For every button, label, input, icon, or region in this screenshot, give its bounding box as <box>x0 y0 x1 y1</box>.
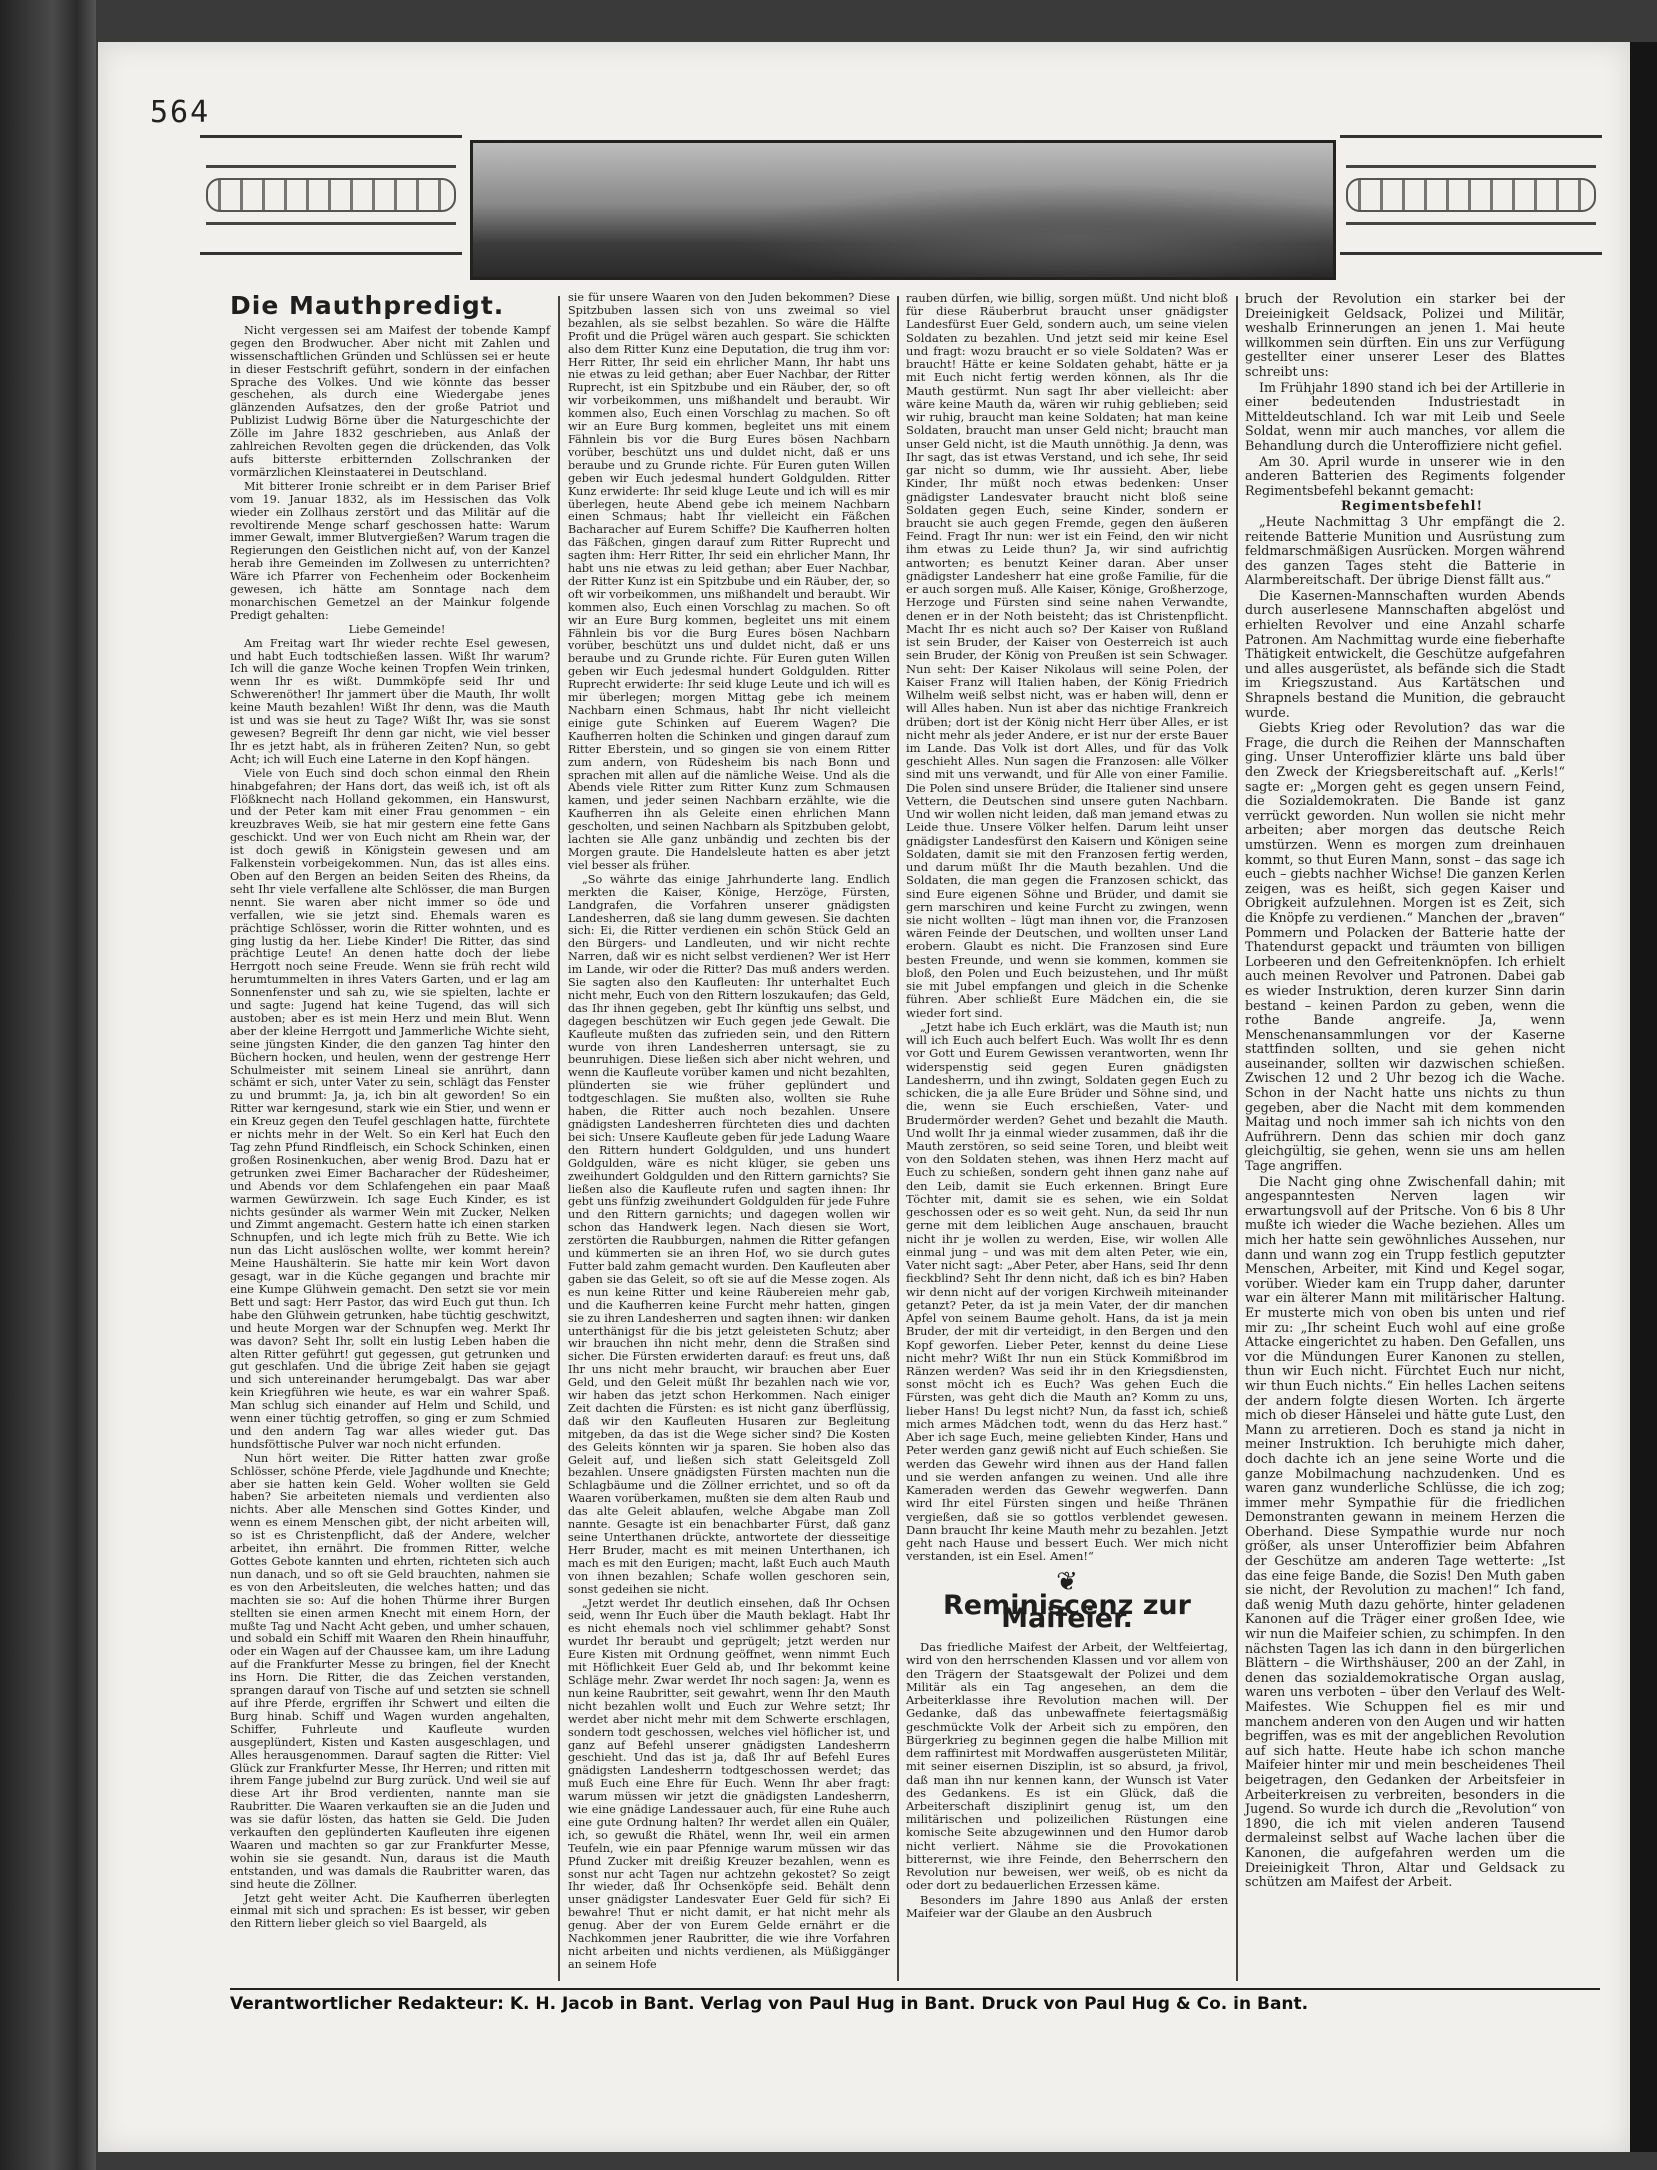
column-3 <box>906 292 1228 1921</box>
paragraph: Am 30. April wurde in unserer wie in den anderen Batterien des Regiments folgender Regimentsbefehl bekannt gemacht: <box>1245 453 1565 498</box>
article-title-reminiscenz: Reminiscenz zur Maifeier. <box>943 1589 1191 1634</box>
column-rule <box>1236 296 1238 1981</box>
landscape-vignette <box>470 140 1336 280</box>
paragraph: „So währte das einige Jahrhunderte lang. Endlich merkten die Kaiser, Könige, Herzöge, Fürsten, Landgrafen, die Vorfahren unserer gnädigsten Landesherren, daß sie lang dumm gewesen. Sie dachten sich: Ei, die Ritter verdienen ein schön Stück Geld an den Bürgers- und Landleuten, und wir nicht rechte Narren, daß wir es nicht selbst verdienen? Wer ist Herr im Lande, wir oder die Ritter? Das muß anders werden. Sie sagten also den Kaufleuten: Ihr unterhaltet Euch nicht mehr, Euch von den Rittern loszukaufen; das Geld, das Ihr ihnen gegeben, gebt Ihr künftig uns selbst, und dagegen beschützen wir Euch gegen jede Gewalt. Die Kaufleute mußten das zufrieden sein, und den Rittern wurde von ihren Landesherren untersagt, sie zu beunruhigen. Diese ließen sich aber nicht wehren, und wenn die Kaufleute vorüber kamen und nicht bezahlten, plünderten sie wie früher geplündert und todtgeschlagen. Sie mußten also, wollten sie Ruhe haben, die Ritter auch noch bezahlen. Unsere gnädigsten Landesherren fürchteten dies und dachten bei sich: Unsere Kaufleute geben für jede Ladung Waare den Rittern hundert Goldgulden, und uns hundert Goldgulden, wäre es nicht klüger, sie geben uns zweihundert Goldgulden und den Rittern garnichts? Sie ließen also die Kaufleute rufen und sagten ihnen: Ihr gebt uns fünfzig zweihundert Goldgulden für jede Fuhre und den Rittern garnichts; und dagegen wollen wir schon das Handwerk legen. Nach diesen sie Wort, zerstörten die Raubburgen, nahmen die Ritter gefangen und kümmerten sie an ihren Hof, wo sie durch gutes Futter bald zahm gemacht wurden. Den Kaufleuten aber gaben sie das Geleit, so oft sie auf die Messe zogen. Als es nun keine Ritter und keine Räubereien mehr gab, und die Kaufherren keine Furcht mehr hatten, gingen sie zu ihren Landesherren und sagten ihnen: wir danken unterthänigst für die bis jetzt geleisteten Schutz; aber wir brauchen ihn nicht mehr, denn die Straßen sind sicher. Die Fürsten erwiderten darauf: es freut uns, daß Ihr uns nicht mehr braucht, wir brauchen aber Euer Geld, und den Geleit müßt Ihr bezahlen nach wie vor, wir haben das jetzt schon Herkommen. Nach einiger Zeit dachten die Fürsten: es ist nicht ganz überflüssig, daß wir den Kaufleuten Husaren zur Begleitung mitgeben, da das ist die Wege sicher sind? Die Kosten des Geleits könnten wir ja sparen. Sie hoben also das Geleit auf, und ließen sich statt Geleitsgeld Zoll bezahlen. Unsere gnädigsten Fürsten machten nun die Schlagbäume und die Zöllner errichtet, und so oft da Waaren vorüberkamen, mußten sie dem alten Raub und das alte Geleit ablaufen, welche Abgabe man Zoll nannte. Gesagte ist ein benachbarter Fürst, daß ganz seine Unterthanen drückte, antwortete der diesseitige Herr Bruder, macht es mit meinen Unterthanen, ich mach es mit den Eurigen; macht, laßt Euch auch Mauth von ihnen bezahlen; Schafe wollen geschoren sein, sonst gedeihen sie nicht. <box>568 872 890 1596</box>
column-1 <box>230 292 550 1932</box>
column-rule <box>558 296 560 1981</box>
paragraph: Die Kasernen-Mannschaften wurden Abends durch auserlesene Mannschaften abgelöst und erhielten Revolver und eine Anzahl scharfe Patronen. Am Nachmittag wurde eine fieberhafte Thätigkeit entwickelt, die Geschütze aufgefahren und alles ausgerüstet, als befände sich die Stadt im Kriegszustand. Aus Kartätschen und Shrapnels bestand die Munition, die gebraucht wurde. <box>1245 587 1565 720</box>
ornament-left <box>200 135 462 255</box>
book-binding <box>0 0 96 2170</box>
paragraph: bruch der Revolution ein starker bei der Dreieinigkeit Geldsack, Polizei und Militär, weshalb Erinnerungen an jenen 1. Mai heute willkommen sein dürften. Ein uns zur Verfügung gestellter einer unserer Leser des Blattes schreibt uns: <box>1245 291 1565 379</box>
paragraph: rauben dürfen, wie billig, sorgen müßt. Und nicht bloß für diese Räuberbrut braucht unser gnädigster Landesfürst Euer Geld, sondern auch, um seine vielen Soldaten zu bezahlen. Und jetzt seid mir keine Esel und fragt: wozu braucht er so viele Soldaten? Was er braucht! Hätte er keine Soldaten gehabt, hätte er ja mit Euch nicht fertig werden können, als Ihr die Mauth gestürmt. Nun sagt Ihr aber vielleicht: aber wäre keine Mauth da, wären wir ruhig geblieben; seid wir ruhig, braucht man keine Soldaten; hat man keine Soldaten, braucht man unser Geld nicht; braucht man unser Geld nicht, ist die Mauth unnöthig. Ja denn, was Ihr sagt, das ist etwas Verstand, und ich sehe, Ihr seid gar nicht so dumm, wie Ihr aussieht. Aber, liebe Kinder, Ihr müßt noch etwas bedenken: Unser gnädigster Landesvater braucht nicht bloß seine Soldaten gegen Euch, seine Kinder, sondern er braucht sie auch gegen Fremde, gegen den äußeren Feind. Fragt Ihr nun: wer ist ein Feind, den wir nicht ihm etwas zu Leide thun? Ja, wir sind aufrichtig antworten; es benutzt Keiner daran. Aber unser gnädigster Landesherr hat eine große Familie, für die er auch sorgen muß. Alle Kaiser, Könige, Großherzoge, Herzoge und Fürsten sind seine nahen Verwandte, denen er in der Noth beisteht; das ist Christenpflicht. Macht Ihr es nicht auch so? Der Kaiser von Rußland ist sein Bruder, der Kaiser von Oesterreich ist auch sein Bruder, der König von Preußen ist sein Schwager. Nun seht: Der Kaiser Nikolaus will seine Polen, der Kaiser Franz will Italien haben, der König Friedrich Wilhelm weiß selbst nicht, was er haben will, denn er will Alles haben. Nun ist aber das nichtige Frankreich drüben; dort ist der König nicht Herr über Alles, er ist nicht mehr als jeder Andere, er ist nur der erste Bauer im Lande. Das Volk ist dort Alles, und für das Volk geschieht Alles. Nun sagen die Franzosen: alle Völker sind mit uns verwandt, und für Alle von einer Familie. Die Polen sind unsere Brüder, die Italiener sind unsere Vettern, die Deutschen sind unsere guten Nachbarn. Und wir wollen nicht leiden, daß man jemand etwas zu Leide thue. Unsere Völker helfen. Darum leiht unser gnädigster Landesfürst den Kaisern und Königen seine Soldaten, damit sie mit den Franzosen fertig werden, und darum müßt Ihr die Mauth bezahlen. Und die Soldaten, die man gegen die Franzosen schickt, das sind Eure eigenen Söhne und Brüder, und damit sie gern marschiren und keine Furcht zu zwingen, wenn sie nicht wollten – lügt man ihnen vor, die Franzosen wären Feinde der Deutschen, und wollten unser Land erobern. Glaubt es nicht. Die Franzosen sind Eure besten Freunde, und wenn sie kommen, kommen sie bloß, den Polen und Euch beizustehen, und Ihr müßt sie mit Jubel empfangen und gleich in die Schenke führen. Aber schließt Eure Mädchen ein, die sie wieder fort sind. <box>906 291 1228 1020</box>
footer-rule <box>230 1988 1600 1990</box>
column-rule <box>897 296 899 1981</box>
paragraph: „Jetzt habe ich Euch erklärt, was die Mauth ist; nun will ich Euch auch belfert Euch. Was wollt Ihr es denn vor Gott und Eurem Gewissen verantworten, wenn Ihr widerspenstig seid gegen Euren gnädigsten Landesherrn, und ihn zwingt, Soldaten gegen Euch zu schicken, die ja alle Eure Brüder und Söhne sind, und die, wenn sie Euch erschießen, Vater- und Brudermörder werden? Gehet und bezahlt die Mauth. Und wollt Ihr ja einmal wieder zusammen, daß ihr die Mauth zerstören, so seid seine Toren, und bleibt weit von den Soldaten stehen, was ihnen Herz macht auf Euch zu schießen, sondern geht ihnen ganz nahe auf den Leib, damit sie Euch erkennen. Bringt Eure Töchter mit, damit sie es sehen, wie ein Soldat geschossen oder es so weit geht. Nun, da seid Ihr nun gerne mit dem leiblichen Auge anschauen, braucht nicht ihr je wollen zu werden, Eise, wir wollen Alle einmal jung – und was mit dem alten Peter, wie ein, Vater nicht sagt: „Aber Peter, aber Hans, seid Ihr denn fieckblind? Seht Ihr denn nicht, daß ich es bin? Haben wir denn nicht auf der vorigen Kirchweih miteinander getanzt? Peter, da ist ja mein Vater, der dir manchen Apfel von seinem Baume geholt. Hans, da ist ja mein Bruder, der mit dir verteidigt, in den Bergen und den Kopf geworfen. Lieber Peter, kennst du deine Liese nicht mehr? Wißt Ihr nun ein Stück Kommißbrod im Ränzen werden? Was seid ihr in den Kriegsdiensten, sonst möcht ich es Euch? Was gehen Euch die Fürsten, was geht dich die Mauth an? Komm zu uns, lieber Hans! Du legst nicht? Nun, da fasst ich, schieß mich armes Mädchen todt, wenn du das Herz hast.“ Aber ich sage Euch, meine geliebten Kinder, Hans und Peter werden ganz gewiß nicht auf Euch schießen. Sie werden das Gewehr wird ihnen aus der Hand fallen und sie werden anfangen zu weinen. Und alle ihre Kameraden werden das Gewehr wegwerfen. Dann wird Ihr eitel Fürsten singen und heiße Thränen vergießen, daß sie so gottlos verblendet gewesen. Dann braucht Ihr keine Mauth mehr zu bezahlen. Jetzt geht nach Hause und bessert Euch. Wer mich nicht verstanden, ist ein Esel. Amen!“ <box>906 1019 1228 1564</box>
paragraph: „Jetzt werdet Ihr deutlich einsehen, daß Ihr Ochsen seid, wenn Ihr Euch über die Mauth beklagt. Habt Ihr es nicht ehemals noch viel schlimmer gehabt? Sonst wurdet Ihr beraubt und geprügelt; jetzt werden nur Eure Kisten mit Ordnung geöffnet, wenn nimmt Euch mit Höflichkeit Euer Geld ab, und Ihr bekommt keine Schläge mehr. Zwar werdet Ihr noch sagen: Ja, wenn es nun keine Raubritter, seit gewahrt, wenn Ihr den Mauth nicht bezahlen wollt und Euch zur Wehre setzt; Ihr werdet aber nicht mehr mit dem Schwerte erschlagen, sondern todt geschossen, welches viel höflicher ist, und ganz auf Befehl unserer gnädigsten Landesherrn geschieht. Und das ist ja, daß Ihr auf Befehl Eures gnädigsten Landesherrn todtgeschossen werdet; das muß Euch eine Ehre für Euch. Wenn Ihr aber fragt: warum müssen wir jetzt die gnädigsten Landesherrn, wie eine gnädige Landessauer auch, für eine Ruhe auch eine gute Ordnung halten? Ihr werdet allen ein Quäler, ich, so gewußt die Rhätel, wenn Ihr, weil ein armen Teufeln, wie ein paar Pfennige warum müssen wir das Pfund Zucker mit dreißig Kreuzer bezahlen, wenn es sonst nur acht Tagen nur achtzehn gekostet? So zeigt Ihr wieder, daß Ihr Ochsenköpfe seid. Behält denn unser gnädigster Landesvater Euer Geld für sich? Ei bewahre! Thut er nicht damit, er hat nicht mehr als genug. Aber der von Eurem Gelde ernährt er die Nachkommen jener Raubritter, die wie ihre Vorfahren nicht arbeiten und nichts verdienen, als Müßiggänger an seinem Hofe <box>568 1596 890 1971</box>
column-2 <box>568 292 890 1973</box>
salutation: Liebe Gemeinde! <box>348 622 446 636</box>
paragraph: Nun hört weiter. Die Ritter hatten zwar große Schlösser, schöne Pferde, viele Jagdhunde und Knechte; aber sie hatten kein Geld. Woher wollten sie Geld haben? Sie arbeiteten niemals und verdienten also nichts. Aber alle Menschen sind Gottes Kinder, und wenn es einem Menschen gibt, der nicht arbeiten will, so ist es Christenpflicht, daß der Andere, welcher arbeitet, ihn ernährt. Die frommen Ritter, welche Gottes Gebote kannten und ehrten, richteten sich auch nun danach, und so oft sie Geld brauchten, nahmen sie es von den Arbeitsleuten, die welches hatten; und das machten sie so: Auf die hohen Thürme ihrer Burgen stellten sie einen armen Knecht mit einem Horn, der mußte Tag und Nacht Acht geben, und umher schauen, und sobald ein Schiff mit Waaren den Rhein hinauffuhr, oder ein Wagen auf der Chaussee kam, um ihre Ladung auf die Frankfurter Messe zu bringen, fiel der Knecht ins Horn. Die Ritter, die das Zeichen verstanden, sprangen darauf von Tische auf und setzten sie schnell auf ihre Pferde, ergriffen ihr Schwert und eilten die Burg hinab. Schiff und Wagen wurden angehalten, Schiffer, Fuhrleute und Kaufleute wurden ausgeplündert, Kisten und Kasten ausgeschlagen, und Alles herausgenommen. Darauf sagten die Ritter: Viel Glück zur Frankfurter Messe, Ihr Herren; und ritten mit ihrem Fange jubelnd zur Burg zurück. Und weil sie auf diese Art ihr Brod verdienten, nannte man sie Raubritter. Die Waaren verkauften sie an die Juden und was sie dafür lösten, das hatten sie Geld. Die Juden verkauften den geplünderten Kaufleuten ihre eigenen Waaren und machten so gar zur Frankfurter Messe, wohin sie sie gesandt. Nun, daraus ist die Mauth entstanden, und was damals die Raubritter waren, das sind heute die Zöllner. <box>230 1451 550 1891</box>
order-heading: Regimentsbefehl! <box>1340 498 1484 514</box>
paragraph: Viele von Euch sind doch schon einmal den Rhein hinabgefahren; der Hans dort, das weiß ich, ist oft als Flößknecht nach Holland gekommen, ein Hanswurst, und der Peter kam mit einer Frau genommen – ein kreuzbraves Weib, sie hat mir gestern eine fette Gans geschickt. Und wer von Euch nicht am Rhein war, der ist doch gewiß in Königstein gewesen und am Falkenstein vorbeigekommen. Nun, das ist alles eins. Oben auf den Bergen an beiden Seiten des Rheins, da seht Ihr viele verfallene alte Schlösser, die man Burgen nennt. Sie waren aber nicht immer so öde und verfallen, wie sie jetzt sind. Ehemals waren es prächtige Schlösser, worin die Ritter wohnten, und es ging lustig da her. Liebe Kinder! Die Ritter, das sind prächtige Leute! An denen hatte doch der liebe Herrgott noch seine Freude. Wenn sie früh recht wild herumtummelten in ihres Vaters Garten, und er lag am Sonnenfenster und sah zu, wie sie spielten, lachte er und sagte: Jugend hat keine Tugend, das will sich austoben; aber es ist mein Herz und mein Blut. Wenn aber der kleine Herrgott und Jammerliche Wichte sieht, seine jüngsten Kinder, die den ganzen Tag hinter den Büchern hocken, und heulen, wenn der gestrenge Herr Schulmeister mit seinem Lineal sie anrührt, dann schämt er sich, unter Vater zu sein, schlägt das Fenster zu und brummt: Ja, ja, ich bin alt geworden! So ein Ritter war kerngesund, stark wie ein Stier, und wenn er ein Kreuz gegen den Teufel geschlagen hatte, fürchtete er nichts mehr in der Welt. So ein Kerl hat Euch den Tag zehn Pfund Rindfleisch, ein Schock Schinken, einen großen Rosinenkuchen, aber wenig Brod. Dazu hat er getrunken zwei Eimer Bacharacher der Rüdesheimer, und Abends vor dem Schlafengehen ein paar Maaß warmen Gewürzwein. Ich sage Euch Kinder, es ist nichts gesünder als warmer Wein mit Zucker, Nelken und Zimmt angemacht. Gestern hatte ich einen starken Schnupfen, und ich legte mich früh zu Bette. Wie ich nun das Licht auslöschen wollte, wer kommt herein? Meine Haushälterin. Sie hatte mir kein Wort davon gesagt, war in die Küche gegangen und brachte mir eine Kumpe Glühwein gemacht. Den setzt sie vor mein Bett und sagt: Herr Pastor, das wird Euch gut thun. Ich habe den Glühwein getrunken, habe tüchtig geschwitzt, und heute Morgen war der Schnupfen weg. Merkt Ihr was davon? Seht Ihr, sollt ein lustig Leben haben die alten Ritter geführt! gut gegessen, gut getrunken und gut geschlafen. Und die übrige Zeit haben sie gejagt und sich untereinander herumgebalgt. Das war aber kein Kriegführen wie heute, es war ein wahrer Spaß. Man schlug sich einander auf Helm und Schild, und wenn einer tüchtig getroffen, so ging er zum Schmied und den andern Tag war alles wieder gut. Das hundsföttische Pulver war noch nicht erfunden. <box>230 766 550 1451</box>
paragraph: Das friedliche Maifest der Arbeit, der Weltfeiertag, wird von den herrschenden Klassen und vor allem von den Trägern der Staatsgewalt der Polizei und dem Militär als ein Tag angesehen, an dem die Arbeiterklasse ihre Revolution machen will. Der Gedanke, daß das unbewaffnete feiertagsmäßig geschmückte Volk der Arbeit sich zu empören, den Bürgerkrieg zu beginnen gegen die halbe Million mit dem raffinirtest mit Mordwaffen ausgerüsteten Militär, mit seiner eisernen Disziplin, ist so absurd, ja frivol, daß man ihn nur kennen kann, der Wunsch ist Vater des Gedankens. Es ist ein Glück, daß die Arbeiterschaft disziplinirt genug ist, um den militärischen und polizeilichen Rüstungen eine komische Seite abzugewinnen und den Humor darob nicht verliert. Nähme sie die Provokationen bitterernst, wie ihre Feinde, den Beherrschern den Revolution nur beweisen, wer weiß, ob es nicht da oder dort zu bedauerlichen Erzessen käme. <box>906 1640 1228 1893</box>
paragraph: Am Freitag wart Ihr wieder rechte Esel gewesen, und habt Euch todtschießen lassen. Wißt Ihr warum? Ich will die ganze Woche keinen Tropfen Wein trinken, wenn Ihr es wißt. Dummköpfe seid Ihr und Schwerenöther! Ihr jammert über die Mauth, Ihr wollt keine Mauth bezahlen! Wißt Ihr denn, was die Mauth ist und was sie heut zu Tage? Wißt Ihr, was sie sonst gewesen? Begreift Ihr denn gar nicht, wie viel besser Ihr es jetzt habt, als in früheren Zeiten? Nun, so gebt Acht; ich will Euch eine Laterne in den Kopf hängen. <box>230 636 550 766</box>
paragraph: Im Frühjahr 1890 stand ich bei der Artillerie in einer bedeutenden Industriestadt in Mitteldeutschland. Ich war mit Leib und Seele Soldat, wenn mir auch manches, vor allem die Behandlung durch die Unteroffiziere nicht gefiel. <box>1245 379 1565 453</box>
page-edge-shadow <box>1630 42 1657 2152</box>
paragraph: sie für unsere Waaren von den Juden bekommen? Diese Spitzbuben lassen sich von uns zweimal so viel bezahlen, als sie selbst bezahlen. So wäre die Hälfte Profit und die Prügel wären auch gespart. Sie schickten also dem Ritter Kunz eine Deputation, die trug ihm vor: Herr Ritter, Ihr seid ein ehrlicher Mann, Ihr habt uns nie etwas zu leid gethan; aber Euer Nachbar, der Ritter Ruprecht, ist ein Spitzbube und ein Räuber, der, so oft wir vorbeikommen, uns mißhandelt und beraubt. Wir kommen also, Euch einen Vorschlag zu machen. So oft wir an Eure Burg kommen, begleitet uns mit einem Fähnlein bis vor die Burg Eures bösen Nachbarn vorüber, beschützt uns und duldet nicht, daß er uns beraube und zu Grunde richte. Für Euren guten Willen geben wir Euch jedesmal hundert Goldgulden. Ritter Kunz erwiderte: Ihr seid kluge Leute und ich will es mir überlegen, heute Abend gebe ich meinem Nachbarn einen Schmaus; habt Ihr vielleicht ein Fäßchen Bacharacher auf Eurem Schiffe? Die Kaufherren holten das Fäßchen, gingen darauf zum Ritter Ruprecht und sagten ihm: Herr Ritter, Ihr seid ein ehrlicher Mann, Ihr habt uns nie etwas zu leid gethan; aber Euer Nachbar, der Ritter Kunz ist ein Spitzbube und ein Räuber, der, so oft wir vorbeikommen, uns mißhandelt und beraubt. Wir kommen also, Euch einen Vorschlag zu machen. So oft wir an Eure Burg kommen, begleitet uns mit einem Fähnlein bis vor die Burg Eures bösen Nachbarn vorüber, beschützt uns und duldet nicht, daß er uns beraube und zu Grunde richte. Für Euren guten Willen geben wir Euch jedesmal hundert Goldgulden. Ritter Ruprecht erwiderte: Ihr seid kluge Leute und ich will es mir überlegen; morgen Mittag gebe ich meinem Nachbarn einen Schmaus, habt Ihr nicht vielleicht einige gute Schinken auf Euerem Wagen? Die Kaufherren holten die Schinken und gingen darauf zum Ritter Eberstein, und so gingen sie von einem Ritter zum andern, von Rüdesheim bis nach Bonn und sprachen mit allen auf die nämliche Weise. Und als die Abends viele Ritter zum Ritter Kunz zum Schmausen kamen, und jeder seinen Nachbarn erzählte, wie die Kaufherren ihn als Geleite einen ehrlichen Mann gescholten, und seinen Nachbarn als Spitzbuben gelobt, lachten sie Alle ganz unbändig und zechten bis der Morgen graute. Die Handelsleute hatten es aber jetzt viel besser als früher. <box>568 291 890 872</box>
page-number: 564 <box>150 95 211 130</box>
paragraph: Giebts Krieg oder Revolution? das war die Frage, die durch die Reihen der Mannschaften ging. Unser Unteroffizier klärte uns bald über den Zweck der Kriegsbereitschaft auf. „Kerls!“ sagte er: „Morgen geht es gegen unsern Feind, die Sozialdemokraten. Die Bande ist ganz verrückt geworden. Nun wollen sie nicht mehr arbeiten; aber morgen das deutsche Reich umstürzen. Wenn es morgen zum dreinhauen kommt, so thut Euren Mann, sonst – das sage ich euch – giebts nachher Wichse! Die ganzen Kerlen zeigen, was es heißt, sich gegen Kaiser und Obrigkeit aufzulehnen. Morgen ist es Zeit, sich die Knöpfe zu verdienen.“ Manchen der „braven“ Pommern und Polacken der Batterie hatte der Thatendurst gepackt und träumten von billigen Lorbeeren und den Gefreitenknöpfen. Ich erhielt auch meinen Revolver und Patronen. Dabei gab es wieder Instruktion, deren kurzer Sinn darin bestand – keinen Pardon zu geben, wenn die rothe Bande angreife. Ja, wenn Menschenansammlungen vor der Kaserne stattfinden sollten, und sie gehen nicht auseinander, sollten wir dazwischen schießen. Zwischen 12 und 2 Uhr bezog ich die Wache. Schon in der Nacht hatte uns nichts zu thun gegeben, aber die Nacht mit dem kommenden Maitag und noch immer sah ich nichts von den Aufrührern. Denn das schien mir doch ganz gleichgültig, sie gehen, wenn sie uns am hellen Tage angriffen. <box>1245 720 1565 1174</box>
paragraph: Jetzt geht weiter Acht. Die Kaufherren überlegten einmal mit sich und sprachen: Es ist besser, wir geben den Rittern lieber gleich so viel Baargeld, als <box>230 1891 550 1931</box>
fleuron-divider-icon: ❦ <box>1056 1566 1078 1597</box>
imprint-line: Verantwortlicher Redakteur: K. H. Jacob in Bant. Verlag von Paul Hug in Bant. Druck von Paul Hug & Co. in Bant. <box>230 1994 1309 2014</box>
paragraph: Die Nacht ging ohne Zwischenfall dahin; mit angespanntesten Nerven lagen wir erwartungsvoll auf der Pritsche. Von 6 bis 8 Uhr mußte ich wieder die Wache beziehen. Alles um mich her hatte sein gewöhnliches Aussehen, nur dann und wann zog ein Trupp festlich geputzter Menschen, Arbeiter, mit Kind und Kegel sogar, vorüber. Wieder kam ein Trupp daher, darunter war ein älterer Mann mit militärischer Haltung. Er musterte mich von oben bis unten und rief mir zu: „Ihr scheint Euch wohl auf eine große Attacke eingerichtet zu haben. Den Gefallen, uns vor die Mündungen Eurer Kanonen zu stellen, thun wir Euch nicht. Fürchtet Euch nur nicht, wir thun Euch nichts.“ Ein helles Lachen seitens der andern folgte diesen Worten. Ich ärgerte mich ob dieser Hänselei und hätte gute Lust, den Mann zu arretieren. Doch es stand ja nicht in meiner Instruktion. Ich beruhigte mich daher, doch dachte ich an jene seine Worte und die ganze Mobilmachung nachzudenken. Und es waren ganz wunderliche Schlüsse, die ich zog; immer mehr Sympathie für die friedlichen Demonstranten gewann in meinem Herzen die Oberhand. Diese Sympathie wurde nur noch größer, als unser Unteroffizier beim Abfahren der Geschütze am anderen Tage wetterte: „Ist das eine feige Bande, die Sozis! Den Muth gaben sie nicht, der Revolution zu machen!“ Ich fand, daß wenig Muth dazu gehörte, hinter geladenen Kanonen auf die Träger einer großen Idee, wie wir nun die Maifeier schien, zu schimpfen. In den nächsten Tagen las ich dann in den bürgerlichen Blättern – die Wirthshäuser, 200 an der Zahl, in denen das sozialdemokratische Organ auslag, waren uns verboten – über den Verlauf des Welt-Maifestes. Wie Schuppen fiel es mir und manchem anderen von den Augen und wir hatten begriffen, was es mit der angeblichen Revolution auf sich hatte. Heute habe ich schon manche Maifeier hinter mir und mein bescheidenes Theil beigetragen, den Gedanken der Arbeitsfeier in Arbeiterkreisen zu verbreiten, besonders in die Jugend. So wurde ich durch die „Revolution“ von 1890, die ich mit vielen anderen Tausend dermaleinst selbst auf Wache lachen über die Kanonen, die aufgefahren werden um die Dreieinigkeit Thron, Altar und Geldsack zu schützen am Maifest der Arbeit. <box>1245 1173 1565 1890</box>
article-title-mauthpredigt: Die Mauthpredigt. <box>230 291 505 320</box>
ornament-right <box>1340 135 1602 255</box>
paragraph: Mit bitterer Ironie schreibt er in dem Pariser Brief vom 19. Januar 1832, als im Hessischen das Volk wieder ein Zollhaus zerstört und das Militär auf die revoltirende Menge scharf geschossen hatte: Warum immer Gewalt, immer Blutvergießen? Warum tragen die Regierungen den Geistlichen nicht auf, von der Kanzel herab ihre Gemeinden im Zollwesen zu unterrichten? Wäre ich Pfarrer von Fechenheim oder Bockenheim gewesen, ich hätte am Sonntage nach dem monarchischen Gemetzel an der Mainkur folgende Predigt gehalten: <box>230 479 550 622</box>
paragraph: Nicht vergessen sei am Maifest der tobende Kampf gegen den Brodwucher. Aber nicht mit Zahlen und wissenschaftlichen Gründen und Schlüssen sei er heute in dieser Festschrift geführt, sondern in der einfachen Sprache des Volkes. Und wie könnte das besser geschehen, als durch eine Wiedergabe jenes glänzenden Aufsatzes, den der große Patriot und Publizist Ludwig Börne über die Naturgeschichte der Zölle im Jahre 1832 geschrieben, aus Anlaß der zahlreichen Revolten gegen die drückenden, das Volk aufs bitterste erbitternden Zollschranken der vormärzlichen Kleinstaaterei in Deutschland. <box>230 323 550 479</box>
order-text: „Heute Nachmittag 3 Uhr empfängt die 2. reitende Batterie Munition und Ausrüstung zum feldmarschmäßigen Ausrücken. Morgen während des ganzen Tages steht die Batterie in Alarmbereitschaft. Der übrige Dienst fällt aus.“ <box>1245 513 1565 588</box>
column-4 <box>1245 292 1565 1891</box>
paragraph: Besonders im Jahre 1890 aus Anlaß der ersten Maifeier war der Glaube an den Ausbruch <box>906 1892 1228 1920</box>
